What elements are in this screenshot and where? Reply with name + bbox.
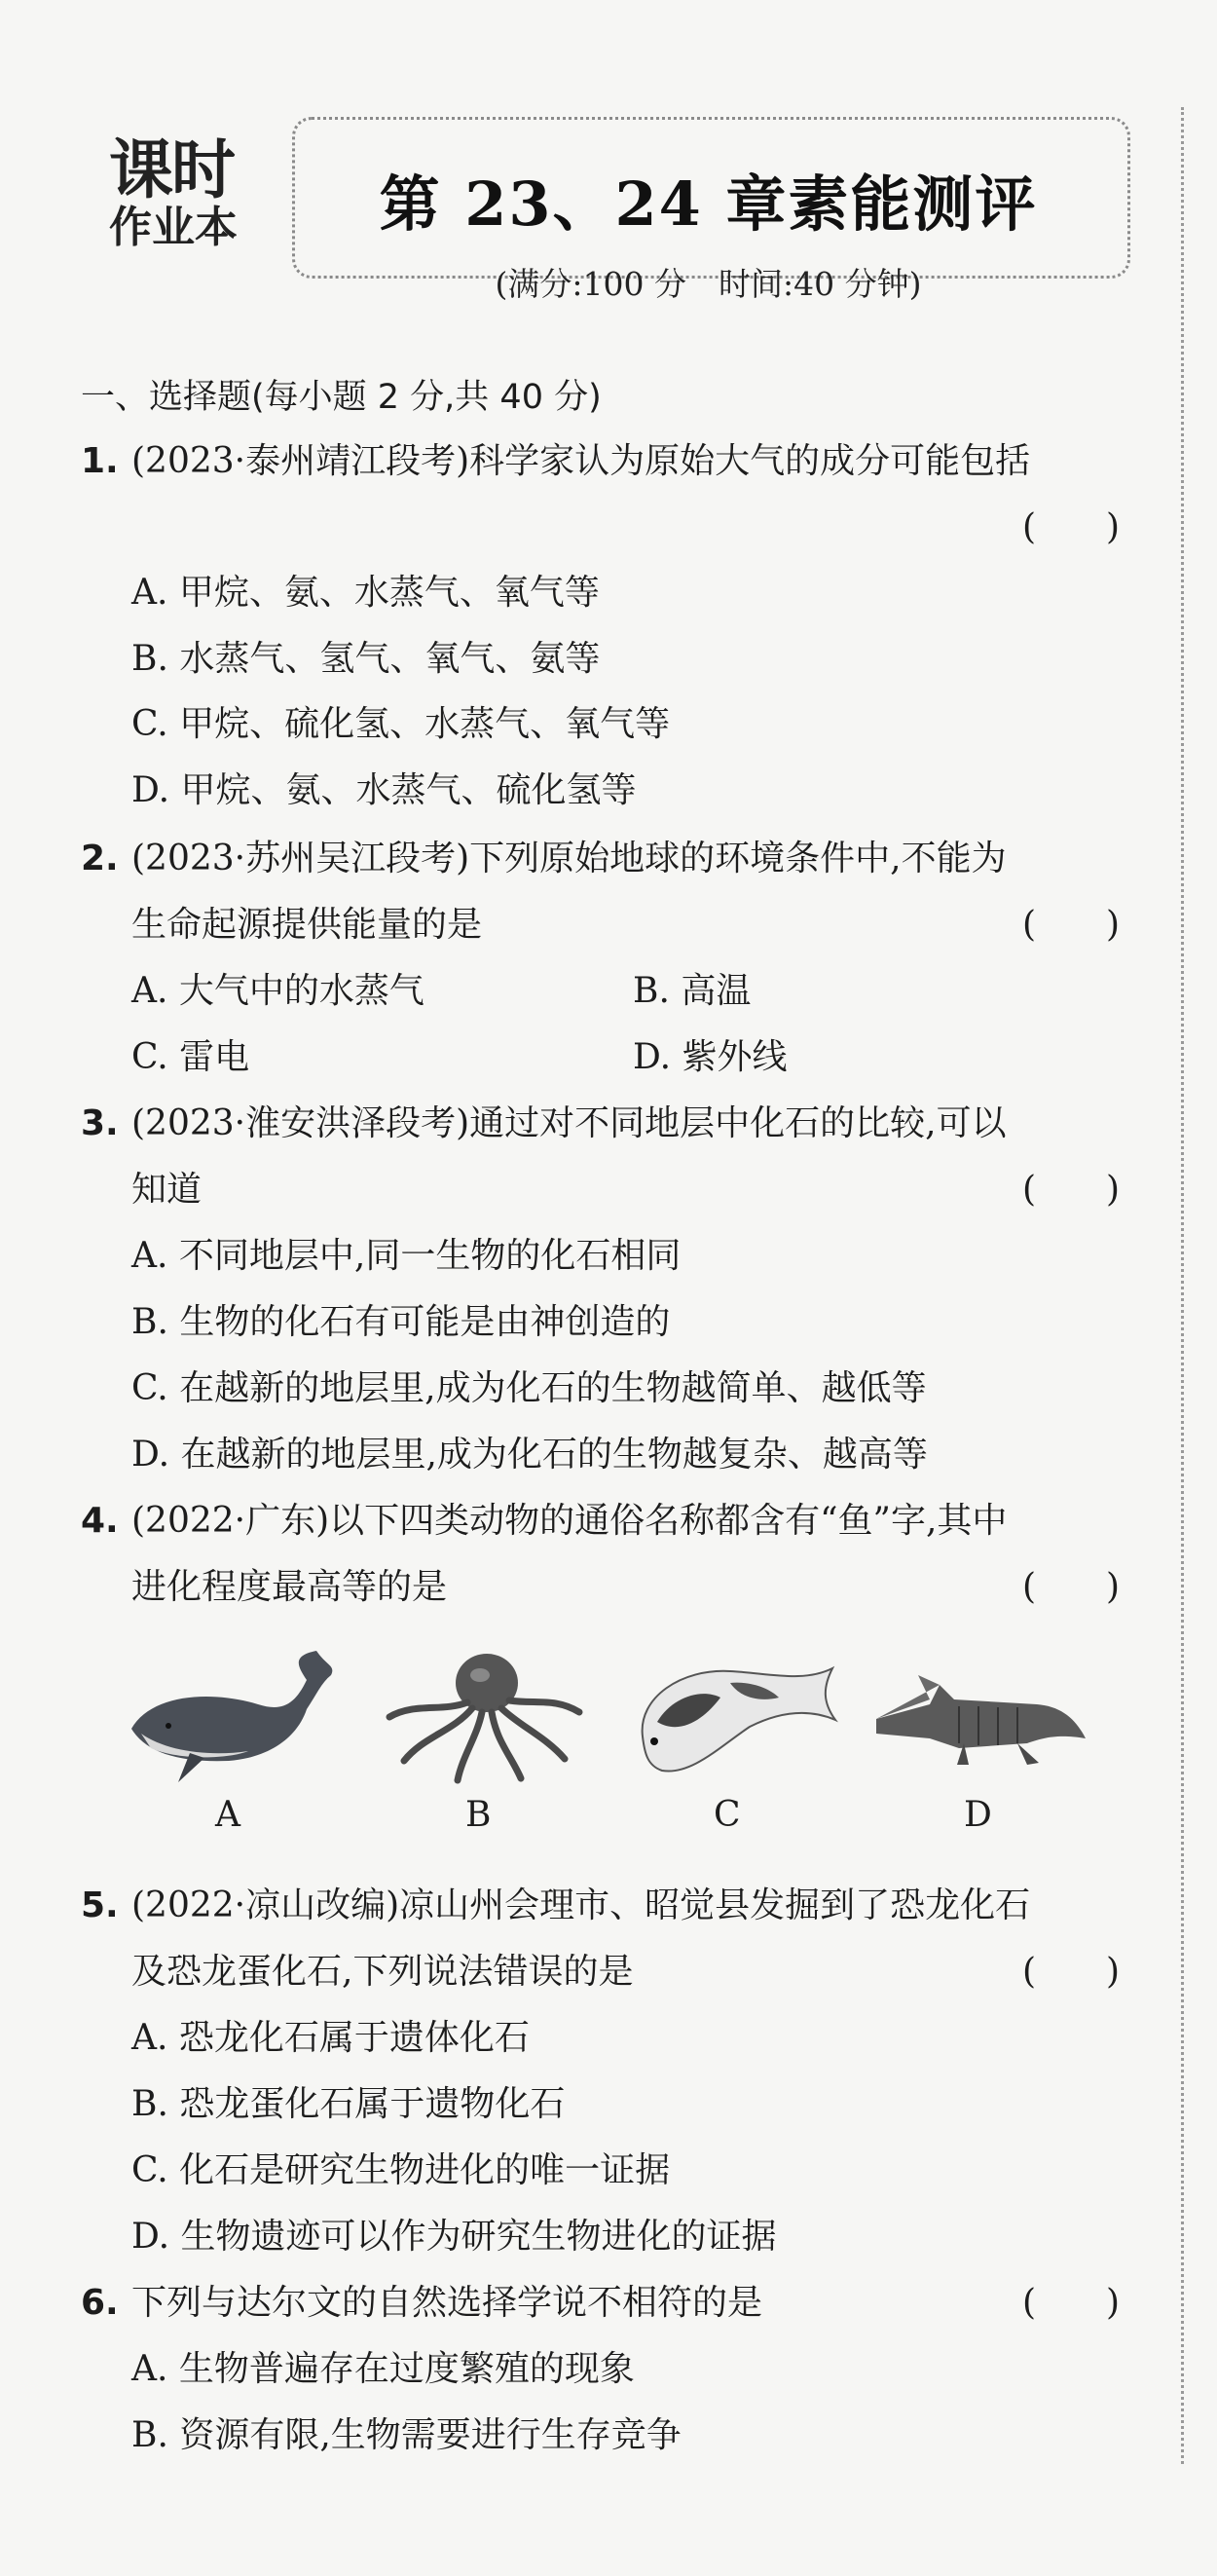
question-text-cont: 及恐龙蛋化石,下列说法错误的是 — [131, 1952, 634, 1992]
question-text-cont: 生命起源提供能量的是 — [131, 905, 483, 945]
question-4 — [81, 1500, 1007, 1543]
section-heading: 一、选择题(每小题 2 分,共 40 分) — [81, 378, 602, 417]
option-b: B. 恐龙蛋化石属于遗物化石 — [131, 2084, 566, 2124]
answer-blank[interactable]: ( ) — [1022, 507, 1121, 547]
question-number: 5. — [81, 1885, 119, 1925]
question-text: (2023·泰州靖江段考)科学家认为原始大气的成分可能包括 — [131, 441, 1031, 481]
octopus-icon — [375, 1644, 589, 1785]
whale-icon — [122, 1636, 336, 1787]
option-a: A. 甲烷、氨、水蒸气、氧气等 — [131, 573, 600, 613]
option-a: A. 大气中的水蒸气 — [131, 971, 424, 1011]
logo — [109, 132, 265, 252]
question-text-cont: 知道 — [131, 1170, 203, 1210]
option-b: B. 资源有限,生物需要进行生存竞争 — [131, 2415, 682, 2455]
figure-label-a: A — [215, 1795, 240, 1835]
question-2 — [81, 838, 1007, 880]
dotted-margin-rule — [1181, 107, 1184, 2464]
option-a: A. 恐龙化石属于遗体化石 — [131, 2018, 530, 2058]
question-text: (2023·淮安洪泽段考)通过对不同地层中化石的比较,可以 — [131, 1103, 1007, 1143]
question-text-cont: 进化程度最高等的是 — [131, 1567, 448, 1607]
question-text: (2022·凉山改编)凉山州会理市、昭觉县发掘到了恐龙化石 — [131, 1885, 1031, 1925]
option-c: C. 雷电 — [131, 1037, 250, 1077]
answer-blank[interactable]: ( ) — [1022, 905, 1121, 945]
question-text: (2023·苏州吴江段考)下列原始地球的环境条件中,不能为 — [131, 839, 1007, 878]
option-a: A. 生物普遍存在过度繁殖的现象 — [131, 2349, 635, 2389]
option-d: D. 生物遗迹可以作为研究生物进化的证据 — [131, 2217, 777, 2257]
question-number: 2. — [81, 839, 119, 878]
answer-blank[interactable]: ( ) — [1022, 1170, 1121, 1210]
answer-blank[interactable]: ( ) — [1022, 1567, 1121, 1607]
question-number: 3. — [81, 1103, 119, 1143]
logo-line2: 作业本 — [109, 203, 238, 252]
option-d: D. 在越新的地层里,成为化石的生物越复杂、越高等 — [131, 1435, 928, 1475]
question-text: (2022·广东)以下四类动物的通俗名称都含有“鱼”字,其中 — [131, 1501, 1008, 1541]
option-b: B. 水蒸气、氢气、氧气、氨等 — [131, 639, 601, 679]
figure-label-b: B — [465, 1795, 492, 1835]
option-d: D. 甲烷、氨、水蒸气、硫化氢等 — [131, 770, 637, 810]
page-subtitle: (满分:100 分 时间:40 分钟) — [495, 265, 922, 303]
logo-line1: 课时 — [109, 132, 234, 207]
figure-label-c: C — [714, 1795, 741, 1835]
question-3 — [81, 1102, 1007, 1145]
answer-blank[interactable]: ( ) — [1022, 1952, 1121, 1992]
answer-blank[interactable]: ( ) — [1022, 2283, 1121, 2323]
crocodile-icon — [871, 1646, 1090, 1773]
question-text: 下列与达尔文的自然选择学说不相符的是 — [131, 2283, 763, 2323]
option-a: A. 不同地层中,同一生物的化石相同 — [131, 1236, 682, 1276]
option-b: B. 生物的化石有可能是由神创造的 — [131, 1302, 671, 1342]
option-d: D. 紫外线 — [633, 1037, 788, 1077]
figure-label-d: D — [964, 1795, 992, 1835]
question-6 — [81, 2282, 762, 2325]
question-number: 1. — [81, 441, 119, 481]
option-c: C. 在越新的地层里,成为化石的生物越简单、越低等 — [131, 1368, 927, 1408]
question-number: 6. — [81, 2283, 119, 2323]
option-c: C. 甲烷、硫化氢、水蒸气、氧气等 — [131, 704, 671, 744]
question-1 — [81, 440, 1030, 483]
question-number: 4. — [81, 1501, 119, 1541]
option-c: C. 化石是研究生物进化的唯一证据 — [131, 2150, 671, 2190]
koi-fish-icon — [623, 1644, 842, 1780]
question-5 — [81, 1885, 1030, 1927]
page-title: 第 23、24 章素能测评 — [379, 168, 1038, 240]
option-b: B. 高温 — [633, 971, 752, 1011]
